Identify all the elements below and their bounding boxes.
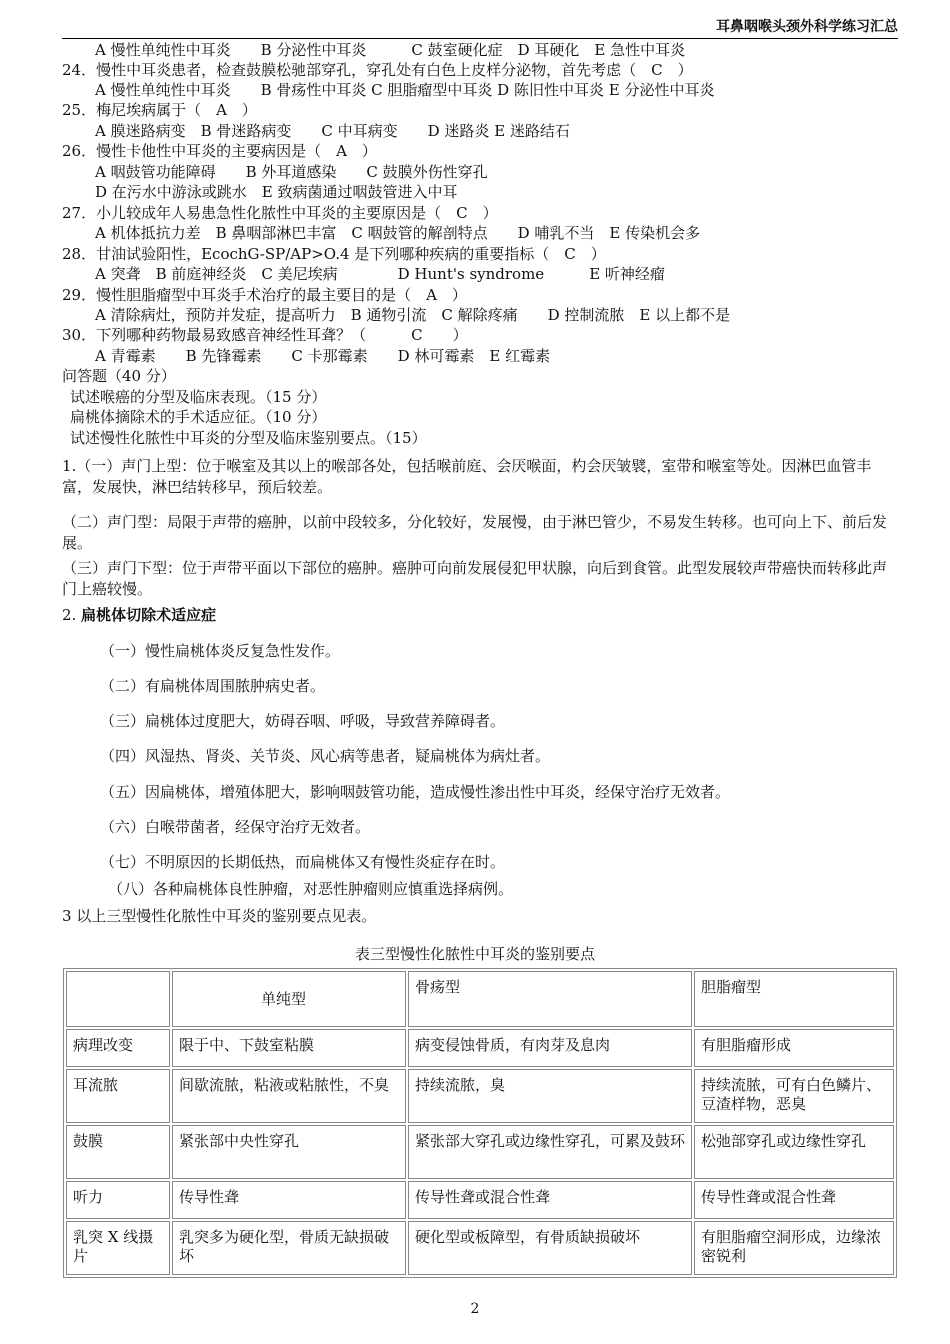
table-cell: 紧张部中央性穿孔 (172, 1125, 406, 1179)
table-header-cell: 骨疡型 (408, 971, 692, 1027)
table-cell: 有胆脂瘤空洞形成，边缘浓密锐利 (694, 1221, 894, 1275)
table-cell: 持续流脓，可有白色鳞片、豆渣样物，恶臭 (694, 1069, 894, 1123)
table-cell: 传导性聋或混合性聋 (694, 1181, 894, 1219)
q28-options: A 突聋 B 前庭神经炎 C 美尼埃病 D Hunt's syndrome E 听神经瘤 (95, 265, 665, 283)
table-header-text: 单纯型 (261, 989, 307, 1008)
essay-q3: 试述慢性化脓性中耳炎的分型及临床鉴别要点。（15） (70, 429, 427, 447)
table-cell: 耳流脓 (66, 1069, 170, 1123)
q28-stem: 28．甘油试验阳性，EcochG-SP/AP>O.4 是下列哪种疾病的重要指标（ C ） (62, 245, 606, 263)
table-row (66, 1125, 894, 1179)
table-row (66, 1221, 894, 1275)
table-cell: 持续流脓，臭 (408, 1069, 692, 1123)
table-caption: 表三型慢性化脓性中耳炎的鉴别要点 (354, 945, 595, 963)
running-header: 耳鼻咽喉头颈外科学练习汇总 (716, 19, 898, 35)
indication-item: （五）因扁桃体，增殖体肥大，影响咽鼓管功能，造成慢性渗出性中耳炎，经保守治疗无效者。 (100, 783, 731, 801)
table-cell: 限于中、下鼓室粘膜 (172, 1029, 406, 1067)
table-cell: 间歇流脓，粘液或粘脓性，不臭 (172, 1069, 406, 1123)
table-cell: 硬化型或板障型，有骨质缺损破坏 (408, 1221, 692, 1275)
indication-item: （一）慢性扁桃体炎反复急性发作。 (100, 642, 341, 660)
indication-item: （八）各种扁桃体良性肿瘤，对恶性肿瘤则应慎重选择病例。 (108, 880, 514, 898)
answer3-intro: 3 以上三型慢性化脓性中耳炎的鉴别要点见表。 (62, 907, 377, 925)
q24-options: A 慢性单纯性中耳炎 B 骨疡性中耳炎 C 胆脂瘤型中耳炎 D 陈旧性中耳炎 E 分泌性中耳炎 (95, 81, 715, 99)
answer2-number: 2. (62, 606, 77, 624)
page-number: 2 (470, 1301, 480, 1317)
indication-item: （四）风湿热、肾炎、关节炎、风心病等患者，疑扁桃体为病灶者。 (100, 747, 551, 765)
q29-stem: 29．慢性胆脂瘤型中耳炎手术治疗的最主要目的是（ A ） (62, 286, 467, 304)
table-cell: 紧张部大穿孔或边缘性穿孔，可累及鼓环 (408, 1125, 692, 1179)
answer2-title: 扁桃体切除术适应症 (81, 606, 217, 624)
table-cell: 传导性聋 (172, 1181, 406, 1219)
q26-options-1: A 咽鼓管功能障碍 B 外耳道感染 C 鼓膜外伤性穿孔 (95, 163, 488, 181)
q29-options: A 清除病灶，预防并发症，提高听力 B 通物引流 C 解除疼痛 D 控制流脓 E 以上都不是 (95, 306, 731, 324)
essay-heading: 问答题（40 分） (62, 367, 176, 385)
essay-q1: 试述喉癌的分型及临床表现。（15 分） (70, 388, 327, 406)
answer2-heading (62, 605, 216, 625)
table-cell: 松弛部穿孔或边缘性穿孔 (694, 1125, 894, 1179)
indication-item: （六）白喉带菌者，经保守治疗无效者。 (100, 818, 371, 836)
answer1-subglottic: （三）声门下型：位于声带平面以下部位的癌肿。癌肿可向前发展侵犯甲状腺，向后到食管。此型发展较声带癌快而转移此声门上癌较慢。 (62, 559, 888, 598)
header-rule (62, 38, 898, 39)
table-cell: 乳突 X 线摄片 (66, 1221, 170, 1275)
q26-options-2: D 在污水中游泳或跳水 E 致病菌通过咽鼓管进入中耳 (95, 183, 458, 201)
table-header-cell: 胆脂瘤型 (694, 971, 894, 1027)
table-cell: 病变侵蚀骨质，有肉芽及息肉 (408, 1029, 692, 1067)
essay-q2: 扁桃体摘除术的手术适应征。（10 分） (70, 408, 327, 426)
answer1-supraglottic: 1.（一）声门上型：位于喉室及其以上的喉部各处，包括喉前庭、会厌喉面，杓会厌皱襞，室带和喉室等处。因淋巴血管丰富，发展快，淋巴结转移早，预后较差。 (62, 457, 872, 496)
q25-stem: 25．梅尼埃病属于（ A ） (62, 101, 257, 119)
answer1-glottic: （二）声门型：局限于声带的癌肿，以前中段较多，分化较好，发展慢，由于淋巴管少，不易发生转移。也可向上下、前后发展。 (62, 513, 888, 552)
table-cell: 鼓膜 (66, 1125, 170, 1179)
table-header-cell (172, 971, 406, 1027)
indication-item: （七）不明原因的长期低热，而扁桃体又有慢性炎症存在时。 (100, 853, 506, 871)
q25-options: A 膜迷路病变 B 骨迷路病变 C 中耳病变 D 迷路炎 E 迷路结石 (95, 122, 570, 140)
comparison-table (63, 968, 897, 1278)
q30-stem: 30．下列哪种药物最易致感音神经性耳聋？（ C ） (62, 326, 468, 344)
table-cell: 听力 (66, 1181, 170, 1219)
table-header-cell (66, 971, 170, 1027)
table-row (66, 1181, 894, 1219)
table-row (66, 1069, 894, 1123)
table-cell: 有胆脂瘤形成 (694, 1029, 894, 1067)
q24-stem: 24．慢性中耳炎患者，检查鼓膜松驰部穿孔，穿孔处有白色上皮样分泌物，首先考虑（ C ） (62, 61, 693, 79)
indication-item: （二）有扁桃体周围脓肿病史者。 (100, 677, 326, 695)
q27-stem: 27．小儿较成年人易患急性化脓性中耳炎的主要原因是（ C ） (62, 204, 498, 222)
q30-options: A 青霉素 B 先锋霉素 C 卡那霉素 D 林可霉素 E 红霉素 (95, 347, 551, 365)
table-row (66, 1029, 894, 1067)
q27-options: A 机体抵抗力差 B 鼻咽部淋巴丰富 C 咽鼓管的解剖特点 D 哺乳不当 E 传染机会多 (95, 224, 701, 242)
table-header-row (66, 971, 894, 1027)
q26-stem: 26．慢性卡他性中耳炎的主要病因是（ A ） (62, 142, 377, 160)
table-cell: 传导性聋或混合性聋 (408, 1181, 692, 1219)
indication-item: （三）扁桃体过度肥大，妨碍吞咽、呼吸，导致营养障碍者。 (100, 712, 506, 730)
table-cell: 乳突多为硬化型，骨质无缺损破坏 (172, 1221, 406, 1275)
table-cell: 病理改变 (66, 1029, 170, 1067)
q23-options: A 慢性单纯性中耳炎 B 分泌性中耳炎 C 鼓室硬化症 D 耳硬化 E 急性中耳炎 (95, 41, 686, 59)
